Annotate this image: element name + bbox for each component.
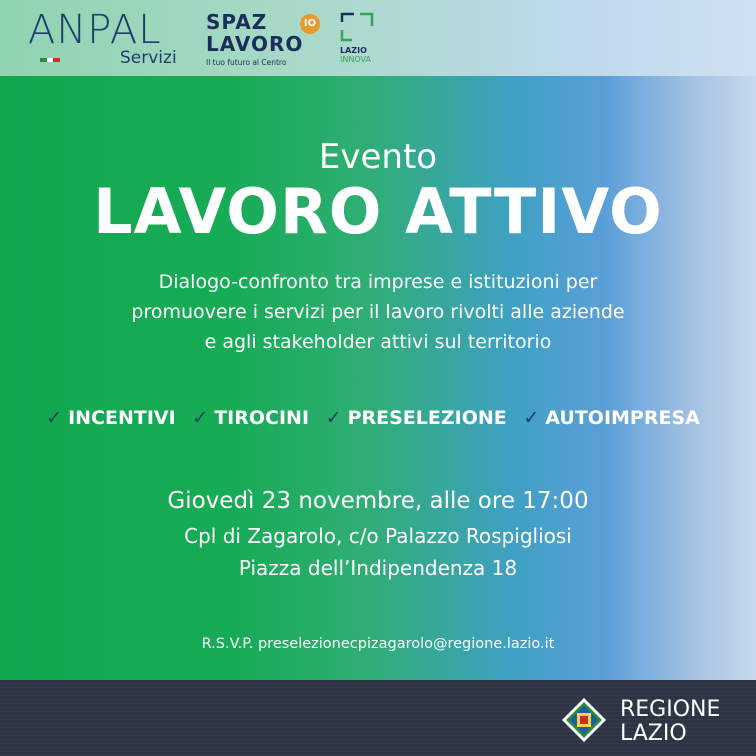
- lazio-innova-line2: INNOVA: [340, 55, 371, 64]
- description-line: e agli stakeholder attivi sul territorio: [204, 331, 552, 353]
- regione-lazio-emblem-icon: [560, 696, 608, 744]
- event-title: LAVORO ATTIVO: [93, 175, 663, 248]
- spazio-io-badge: IO: [300, 14, 320, 34]
- check-icon: ✓: [325, 407, 342, 429]
- tag-incentivi: INCENTIVI: [68, 407, 176, 429]
- lazio-innova-logo: [340, 46, 371, 64]
- lazio-innova-line1: LAZIO: [340, 46, 367, 55]
- description-line: promuovere i servizi per il lavoro rivolti alle aziende: [131, 301, 625, 323]
- tag-tirocini: TIROCINI: [214, 407, 310, 429]
- event-venue: [0, 520, 756, 584]
- spazio-lavoro-logo-line2: LAVORO: [206, 32, 304, 56]
- spazio-lavoro-logo-line1: SPAZ: [206, 10, 268, 34]
- tag-autoimpresa: AUTOIMPRESA: [545, 407, 700, 429]
- anpal-logo: ANPAL: [28, 7, 162, 53]
- rsvp-contact[interactable]: R.S.V.P. preselezionecpizagarolo@regione.lazio.it: [201, 636, 555, 652]
- spazio-lavoro-tagline: Il tuo futuro al Centro: [206, 58, 287, 67]
- regione-lazio-logo: [620, 698, 720, 746]
- anpal-subtitle: Servizi: [120, 48, 177, 68]
- lazio-innova-mark-icon: [340, 12, 374, 42]
- event-date-time: Giovedì 23 novembre, alle ore 17:00: [167, 488, 589, 514]
- event-description: [0, 267, 756, 357]
- check-icon: ✓: [192, 407, 209, 429]
- header-band: [0, 0, 756, 76]
- description-line: Dialogo-confronto tra imprese e istituzioni per: [158, 271, 598, 293]
- regione-lazio-line2: LAZIO: [620, 721, 687, 746]
- italy-flag-icon: [40, 58, 60, 62]
- venue-line: Cpl di Zagarolo, c/o Palazzo Rospigliosi: [184, 524, 572, 548]
- check-icon: ✓: [523, 407, 540, 429]
- check-icon: ✓: [46, 407, 63, 429]
- event-kicker: Evento: [318, 137, 438, 177]
- tag-preselezione: PRESELEZIONE: [347, 407, 507, 429]
- regione-lazio-line1: REGIONE: [620, 697, 721, 722]
- venue-line: Piazza dell’Indipendenza 18: [238, 556, 518, 580]
- service-tags: [0, 403, 756, 433]
